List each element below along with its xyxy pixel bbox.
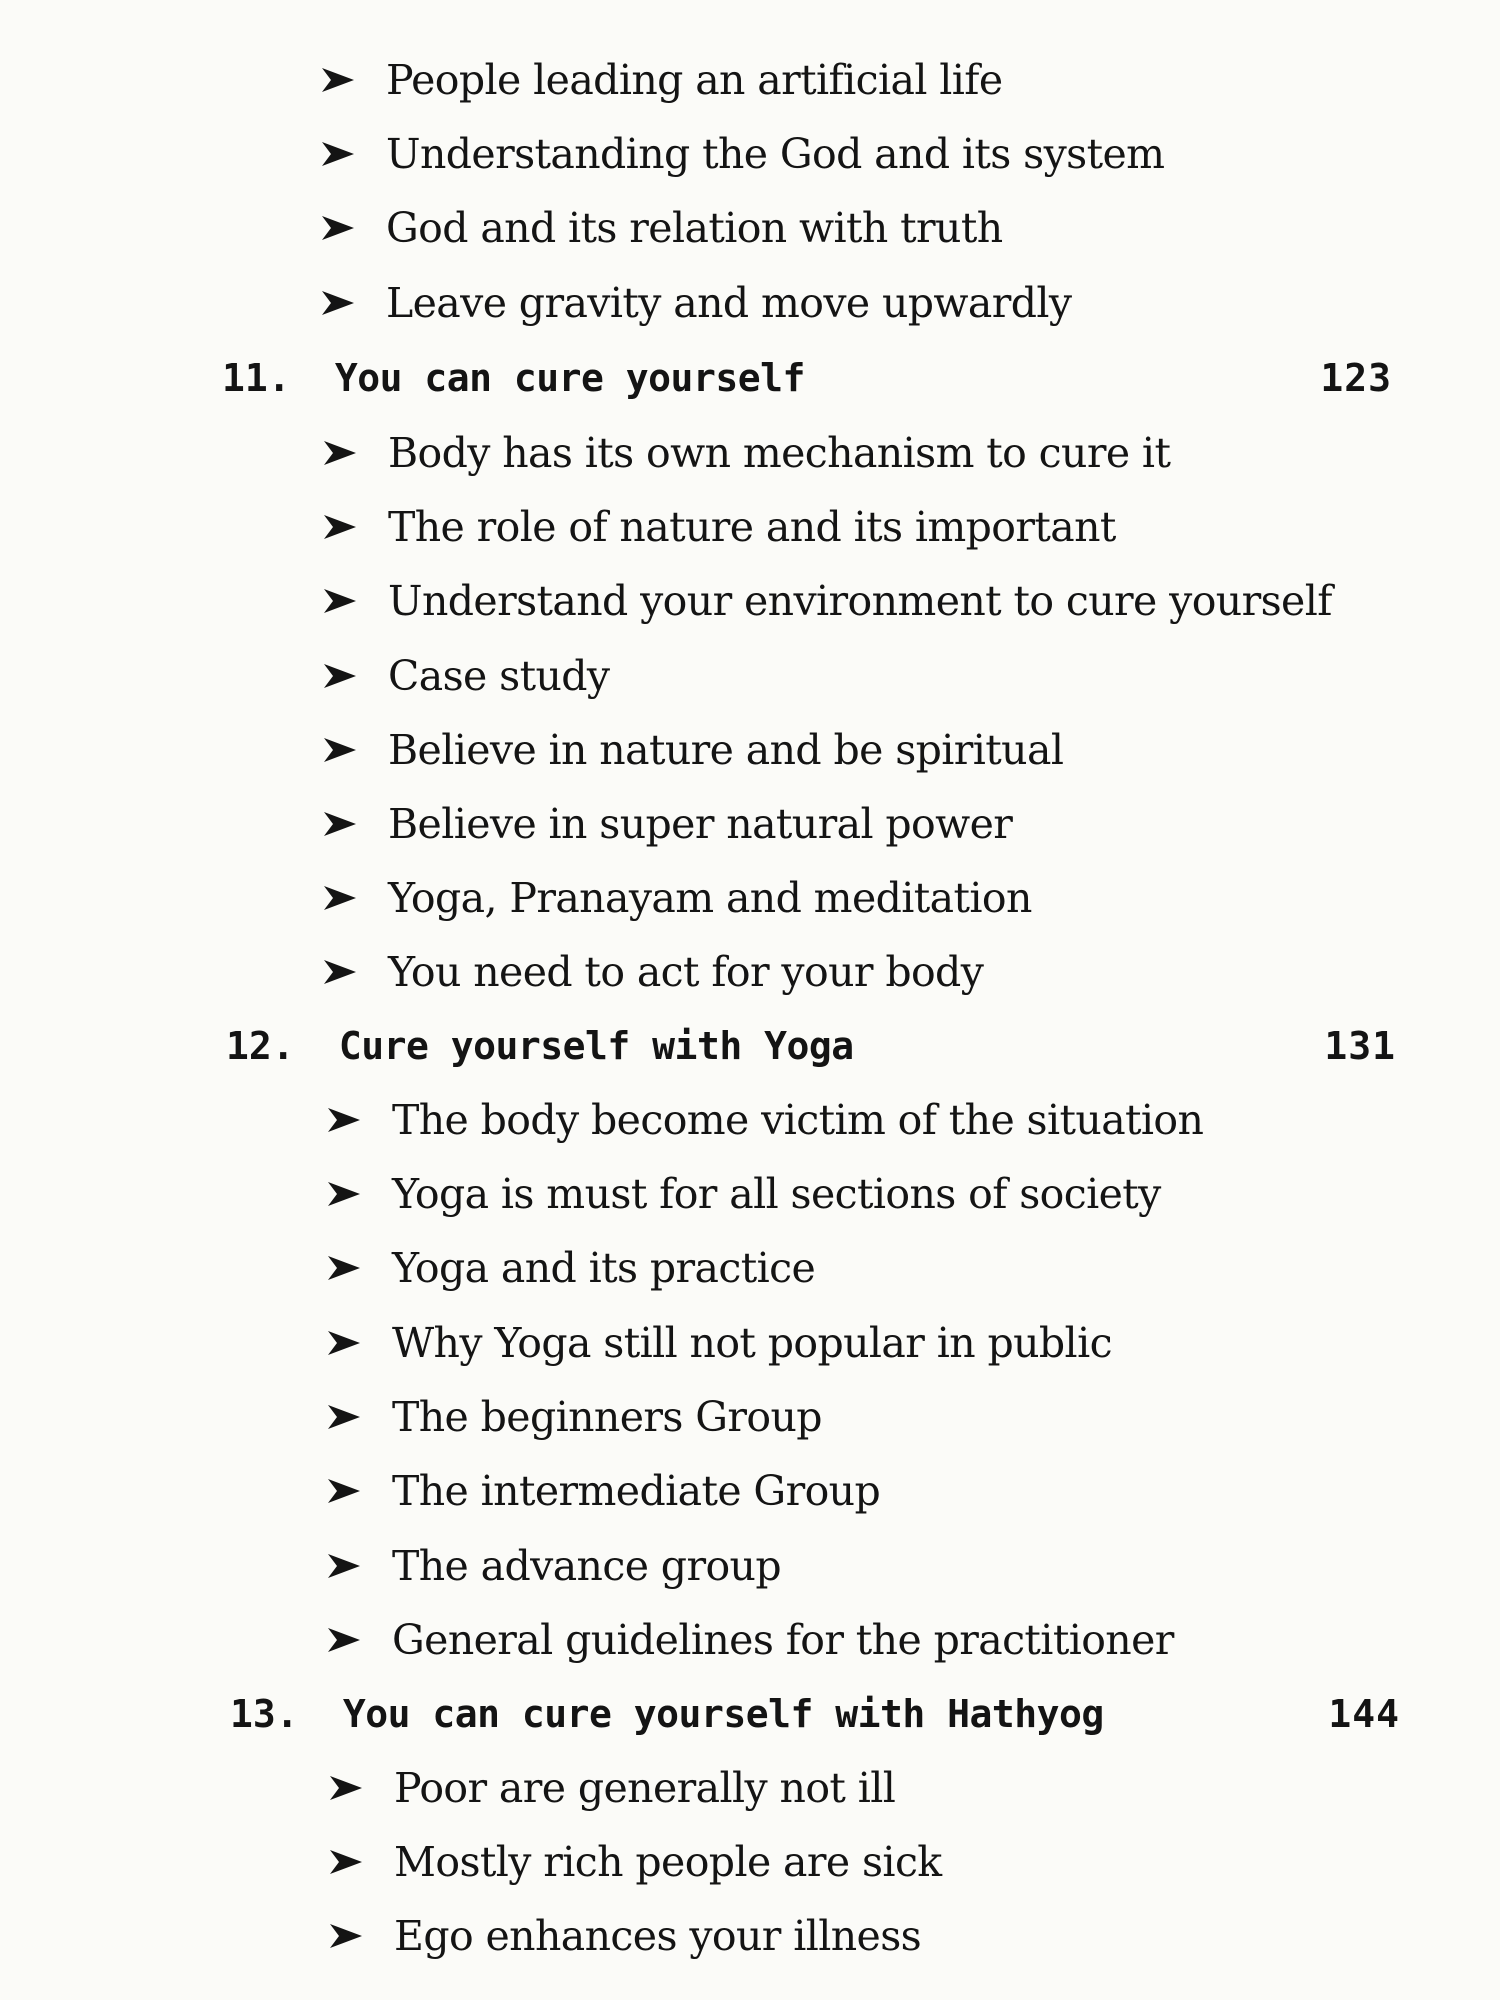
toc-subitem [324, 1240, 815, 1296]
arrowhead-bullet-icon [324, 1092, 364, 1148]
toc-subitem-text: Mostly rich people are sick [394, 1838, 942, 1886]
toc-subitem-text: Leave gravity and move upwardly [386, 279, 1072, 327]
chapter-page-number: 144 [1328, 1692, 1400, 1736]
toc-subitem-text: God and its relation with truth [386, 204, 1003, 252]
toc-chapter-heading [226, 1018, 1396, 1074]
arrowhead-bullet-icon [324, 1538, 364, 1594]
arrowhead-bullet-icon [326, 1908, 366, 1964]
arrowhead-bullet-icon [320, 870, 360, 926]
toc-subitem-text: The advance group [392, 1542, 781, 1590]
chapter-number: 13. [230, 1692, 299, 1736]
toc-subitem [324, 1538, 781, 1594]
toc-subitem-text: Understand your environment to cure yourself [388, 577, 1332, 625]
arrowhead-bullet-icon [320, 573, 360, 629]
arrowhead-bullet-icon [318, 200, 358, 256]
toc-subitem [324, 1092, 1203, 1148]
toc-subitem-text: Poor are generally not ill [394, 1764, 896, 1812]
toc-subitem-text: Understanding the God and its system [386, 130, 1165, 178]
chapter-number: 11. [222, 356, 291, 400]
toc-subitem [320, 944, 983, 1000]
toc-subitem [324, 1389, 822, 1445]
chapter-title: You can cure yourself [334, 356, 805, 400]
toc-subitem [320, 870, 1032, 926]
toc-subitem-text: Yoga, Pranayam and meditation [388, 874, 1032, 922]
arrowhead-bullet-icon [320, 425, 360, 481]
toc-subitem-text: Believe in nature and be spiritual [388, 726, 1064, 774]
toc-subitem-text: People leading an artificial life [386, 56, 1003, 104]
arrowhead-bullet-icon [318, 52, 358, 108]
toc-subitem [324, 1612, 1174, 1668]
toc-subitem-text: General guidelines for the practitioner [392, 1616, 1174, 1664]
arrowhead-bullet-icon [320, 796, 360, 852]
toc-subitem-text: Body has its own mechanism to cure it [388, 429, 1171, 477]
chapter-title: You can cure yourself with Hathyog [342, 1692, 1104, 1736]
chapter-number: 12. [226, 1024, 295, 1068]
toc-subitem [318, 275, 1072, 331]
toc-subitem-text: The role of nature and its important [388, 503, 1116, 551]
toc-subitem-text: Yoga and its practice [392, 1244, 816, 1292]
toc-subitem [318, 52, 1003, 108]
toc-subitem-text: The body become victim of the situation [392, 1096, 1204, 1144]
arrowhead-bullet-icon [318, 275, 358, 331]
toc-subitem [326, 1908, 921, 1964]
toc-subitem [326, 1834, 942, 1890]
toc-subitem-text: Ego enhances your illness [394, 1912, 922, 1960]
arrowhead-bullet-icon [324, 1166, 364, 1222]
toc-subitem [320, 499, 1116, 555]
arrowhead-bullet-icon [320, 944, 360, 1000]
toc-subitem [318, 126, 1164, 182]
toc-subitem-text: You need to act for your body [388, 948, 984, 996]
arrowhead-bullet-icon [318, 126, 358, 182]
chapter-title: Cure yourself with Yoga [338, 1024, 854, 1068]
toc-subitem-text: The beginners Group [392, 1393, 822, 1441]
toc-subitem [320, 573, 1332, 629]
arrowhead-bullet-icon [326, 1760, 366, 1816]
toc-subitem [324, 1463, 880, 1519]
arrowhead-bullet-icon [324, 1240, 364, 1296]
arrowhead-bullet-icon [324, 1389, 364, 1445]
toc-subitem [324, 1315, 1112, 1371]
toc-subitem [320, 796, 1012, 852]
toc-subitem [324, 1166, 1161, 1222]
toc-subitem-text: Why Yoga still not popular in public [392, 1319, 1112, 1367]
toc-subitem-text: Case study [388, 652, 610, 700]
toc-subitem-text: The intermediate Group [392, 1467, 881, 1515]
arrowhead-bullet-icon [324, 1612, 364, 1668]
arrowhead-bullet-icon [320, 722, 360, 778]
arrowhead-bullet-icon [326, 1834, 366, 1890]
arrowhead-bullet-icon [324, 1463, 364, 1519]
toc-subitem [320, 648, 609, 704]
toc-chapter-heading [230, 1686, 1400, 1742]
arrowhead-bullet-icon [320, 648, 360, 704]
arrowhead-bullet-icon [324, 1315, 364, 1371]
toc-subitem [320, 425, 1170, 481]
toc-subitem [318, 200, 1003, 256]
arrowhead-bullet-icon [320, 499, 360, 555]
toc-subitem-text: Believe in super natural power [388, 800, 1013, 848]
toc-chapter-heading [222, 350, 1392, 406]
toc-subitem-text: Yoga is must for all sections of society [392, 1170, 1161, 1218]
chapter-page-number: 123 [1320, 356, 1392, 400]
toc-subitem [320, 722, 1063, 778]
chapter-page-number: 131 [1324, 1024, 1396, 1068]
toc-subitem [326, 1760, 895, 1816]
